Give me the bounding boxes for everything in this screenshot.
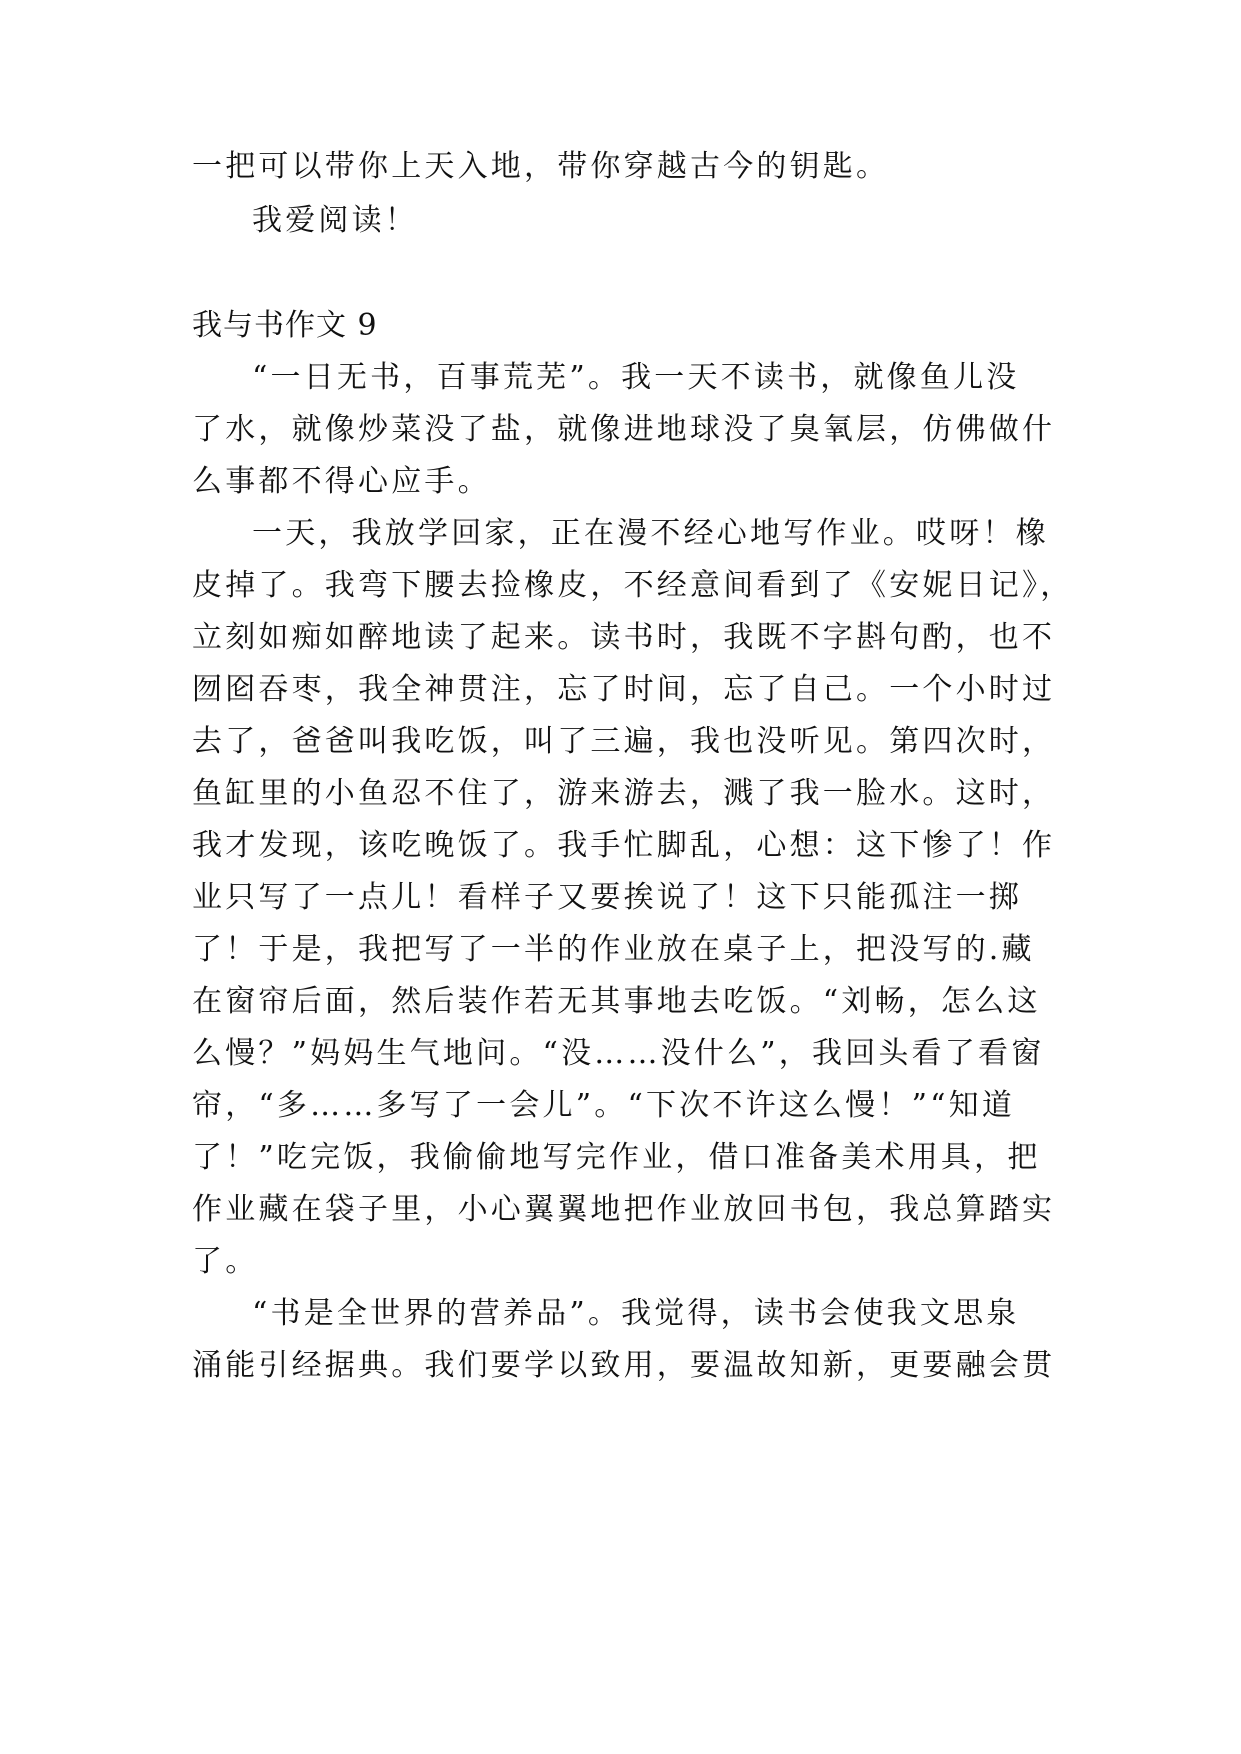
- text-line: 么事都不得心应手。: [192, 464, 491, 499]
- text-line: “书是全世界的营养品”。我觉得，读书会使我文思泉: [252, 1296, 1020, 1331]
- text-line: 作业藏在袋子里，小心翼翼地把作业放回书包，我总算踏实: [192, 1192, 1056, 1227]
- section-heading: 我与书作文 9: [192, 308, 378, 343]
- text-line: 我爱阅读！: [252, 203, 418, 238]
- text-line: 囫囵吞枣，我全神贯注，忘了时间，忘了自己。一个小时过: [192, 672, 1056, 707]
- text-line: 业只写了一点儿！看样子又要挨说了！这下只能孤注一掷: [192, 880, 1022, 915]
- text-line: 去了，爸爸叫我吃饭，叫了三遍，我也没听见。第四次时，: [192, 724, 1056, 759]
- text-line: 了！”吃完饭，我偷偷地写完作业，借口准备美术用具，把: [192, 1140, 1041, 1175]
- text-line: 一把可以带你上天入地，带你穿越古今的钥匙。: [192, 149, 890, 184]
- text-line: 我才发现，该吃晚饭了。我手忙脚乱，心想：这下惨了！作: [192, 828, 1056, 863]
- text-line: 皮掉了。我弯下腰去捡橡皮，不经意间看到了《安妮日记》，: [192, 568, 1074, 603]
- text-line: “一日无书，百事荒芜”。我一天不读书，就像鱼儿没: [252, 360, 1020, 395]
- text-line: 一天，我放学回家，正在漫不经心地写作业。哎呀！橡: [252, 516, 1049, 551]
- text-line: 了！于是，我把写了一半的作业放在桌子上，把没写的.藏: [192, 932, 1035, 967]
- text-line: 在窗帘后面，然后装作若无其事地去吃饭。“刘畅，怎么这: [192, 984, 1041, 1019]
- text-line: 帘，“多……多写了一会儿”。“下次不许这么慢！”“知道: [192, 1088, 1016, 1123]
- text-line: 么慢？”妈妈生气地问。“没……没什么”，我回头看了看窗: [192, 1036, 1045, 1071]
- text-line: 了。: [192, 1244, 259, 1279]
- text-line: 鱼缸里的小鱼忍不住了，游来游去，溅了我一脸水。这时，: [192, 776, 1056, 811]
- text-line: 立刻如痴如醉地读了起来。读书时，我既不字斟句酌，也不: [192, 620, 1056, 655]
- text-line: 了水，就像炒菜没了盐，就像进地球没了臭氧层，仿佛做什: [192, 412, 1056, 447]
- text-line: 涌能引经据典。我们要学以致用，要温故知新，更要融会贯: [192, 1348, 1056, 1383]
